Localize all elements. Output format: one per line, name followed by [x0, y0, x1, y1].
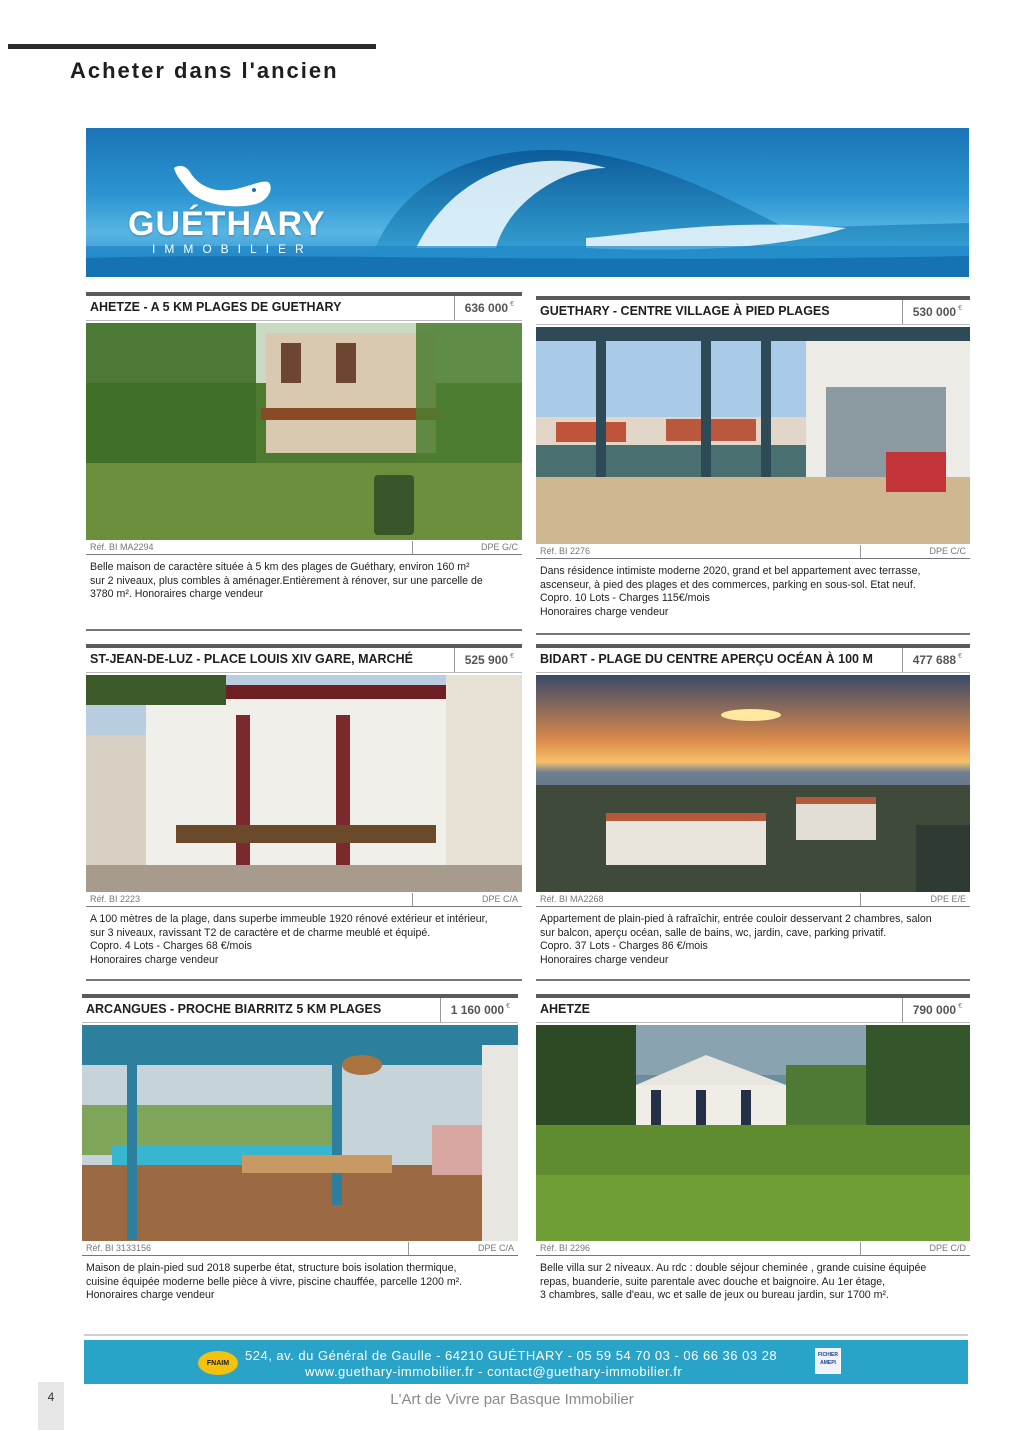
- listing-price: 1 160 000: [450, 1003, 505, 1017]
- currency-symbol: €: [958, 652, 962, 660]
- listing-header: [536, 644, 970, 673]
- description-line: Copro. 4 Lots - Charges 68 €/mois: [90, 940, 252, 952]
- price-box: [454, 296, 522, 320]
- listing-header: [82, 994, 518, 1023]
- price-box: [902, 300, 970, 324]
- card-bottom-rule: [536, 633, 970, 635]
- description-line: Copro. 10 Lots - Charges 115€/mois: [540, 592, 710, 604]
- currency-symbol: €: [510, 652, 514, 660]
- card-bottom-rule: [86, 629, 522, 631]
- listing-description: [536, 907, 970, 967]
- description-line: Honoraires charge vendeur: [90, 953, 219, 966]
- description-line: Honoraires charge vendeur: [540, 953, 669, 966]
- currency-symbol: €: [958, 304, 962, 312]
- listing-description: [536, 559, 970, 619]
- listing-description: [86, 555, 522, 602]
- listing-ref: Réf. BI MA2268: [540, 894, 604, 904]
- description-line: Appartement de plain-pied à rafraîchir, entrée couloir desservant 2 chambres, salon: [540, 913, 932, 925]
- listing-dpe: DPE C/A: [408, 1242, 518, 1255]
- price-box: [454, 648, 522, 672]
- description-line: Belle villa sur 2 niveaux. Au rdc : double séjour cheminée , grande cuisine équipée: [540, 1262, 927, 1274]
- card-bottom-rule: [86, 979, 522, 981]
- listing-photo[interactable]: [536, 1025, 970, 1241]
- brand-name: GUÉTHARY: [128, 205, 326, 243]
- contact-web-email[interactable]: www.guethary-immobilier.fr - contact@guethary-immobilier.fr: [305, 1364, 683, 1379]
- listing-photo[interactable]: [536, 327, 970, 544]
- reference-row: [536, 892, 970, 907]
- description-line: Maison de plain-pied sud 2018 superbe état, structure bois isolation thermique,: [86, 1262, 457, 1274]
- description-line: Honoraires charge vendeur: [86, 1289, 215, 1301]
- page-number: 4: [38, 1382, 64, 1430]
- listing-card[interactable]: [82, 994, 518, 1303]
- listing-price: 477 688: [912, 653, 957, 667]
- listing-ref: Réf. BI 2223: [90, 894, 141, 904]
- description-line: sur balcon, aperçu océan, salle de bains, wc, jardin, cave, parking privatif.: [540, 926, 887, 939]
- listing-ref: Réf. BI MA2294: [90, 542, 154, 552]
- listing-dpe: DPE E/E: [860, 893, 970, 906]
- description-line: Copro. 37 Lots - Charges 86 €/mois: [540, 940, 708, 952]
- listing-dpe: DPE C/C: [860, 545, 970, 558]
- reference-row: [536, 544, 970, 559]
- listing-card[interactable]: [536, 994, 970, 1303]
- listing-photo[interactable]: [86, 323, 522, 540]
- listing-dpe: DPE C/A: [412, 893, 522, 906]
- listing-card[interactable]: [86, 644, 522, 967]
- contact-address: 524, av. du Général de Gaulle - 64210 GUÉTHARY - 05 59 54 70 03 - 06 66 36 03 28: [245, 1348, 778, 1363]
- currency-symbol: €: [506, 1002, 510, 1010]
- description-line: Honoraires charge vendeur: [540, 605, 669, 618]
- currency-symbol: €: [510, 300, 514, 308]
- fnaim-logo: FNAIM: [198, 1351, 238, 1375]
- listing-header: [536, 994, 970, 1023]
- listing-photo[interactable]: [86, 675, 522, 892]
- listing-location: AHETZE - A 5 KM PLAGES DE GUETHARY: [90, 300, 342, 314]
- description-line: 3780 m². Honoraires charge vendeur: [90, 588, 264, 600]
- description-line: Dans résidence intimiste moderne 2020, grand et bel appartement avec terrasse,: [540, 565, 921, 577]
- listing-location: ARCANGUES - PROCHE BIARRITZ 5 KM PLAGES: [86, 1002, 382, 1016]
- description-line: sur 2 niveaux, plus combles à aménager.Entièrement à rénover, sur une parcelle de: [90, 574, 483, 587]
- section-title: Acheter dans l'ancien: [70, 58, 339, 83]
- brand-subtitle: IMMOBILIER: [152, 242, 313, 256]
- whale-logo-icon: [170, 160, 274, 210]
- listing-description: [536, 1256, 970, 1303]
- listing-photo[interactable]: [536, 675, 970, 892]
- description-line: ascenseur, à pied des plages et des commerces, parking en sous-sol. Etat neuf.: [540, 578, 916, 591]
- reference-row: [86, 892, 522, 907]
- listing-price: 530 000: [912, 305, 957, 319]
- description-line: sur 3 niveaux, ravissant T2 de caractère et de charme meublé et équipé.: [90, 926, 431, 939]
- description-line: repas, buanderie, suite parentale avec douche et baignoire. Au 1er étage,: [540, 1275, 886, 1288]
- card-bottom-rule: [536, 979, 970, 981]
- listing-price: 790 000: [912, 1003, 957, 1017]
- listing-price: 636 000: [464, 301, 509, 315]
- listing-header: [86, 292, 522, 321]
- listing-dpe: DPE G/C: [412, 541, 522, 554]
- description-line: A 100 mètres de la plage, dans superbe immeuble 1920 rénové extérieur et intérieur,: [90, 913, 488, 925]
- listing-dpe: DPE C/D: [860, 1242, 970, 1255]
- amepi-badge: FICHIER AMEPI: [815, 1348, 841, 1374]
- listing-card[interactable]: [536, 296, 970, 619]
- magazine-tagline: L'Art de Vivre par Basque Immobilier: [390, 1391, 634, 1408]
- listing-location: GUETHARY - CENTRE VILLAGE À PIED PLAGES: [540, 304, 830, 318]
- listing-location: AHETZE: [540, 1002, 590, 1016]
- listing-card[interactable]: [536, 644, 970, 967]
- reference-row: [536, 1241, 970, 1256]
- listing-card[interactable]: [86, 292, 522, 602]
- listing-header: [536, 296, 970, 325]
- listing-header: [86, 644, 522, 673]
- listing-location: BIDART - PLAGE DU CENTRE APERÇU OCÉAN À 100 M: [540, 652, 873, 666]
- reference-row: [82, 1241, 518, 1256]
- listing-ref: Réf. BI 2276: [540, 546, 591, 556]
- listing-ref: Réf. BI 2296: [540, 1243, 591, 1253]
- reference-row: [86, 540, 522, 555]
- listing-location: ST-JEAN-DE-LUZ - PLACE LOUIS XIV GARE, MARCHÉ: [90, 652, 413, 666]
- price-box: [902, 648, 970, 672]
- footer-divider: [84, 1334, 968, 1336]
- listing-ref: Réf. BI 3133156: [86, 1243, 152, 1253]
- listing-description: [86, 907, 522, 967]
- description-line: Belle maison de caractère située à 5 km des plages de Guéthary, environ 160 m²: [90, 561, 470, 573]
- top-rule: [8, 44, 376, 49]
- listing-photo[interactable]: [82, 1025, 518, 1241]
- listing-price: 525 900: [464, 653, 509, 667]
- price-box: [440, 998, 518, 1022]
- listing-description: [82, 1256, 518, 1303]
- description-line: 3 chambres, salle d'eau, wc et salle de jeux ou bureau jardin, sur 1700 m².: [540, 1289, 889, 1301]
- price-box: [902, 998, 970, 1022]
- currency-symbol: €: [958, 1002, 962, 1010]
- description-line: cuisine équipée moderne belle pièce à vivre, piscine chauffée, parcelle 1200 m².: [86, 1275, 463, 1288]
